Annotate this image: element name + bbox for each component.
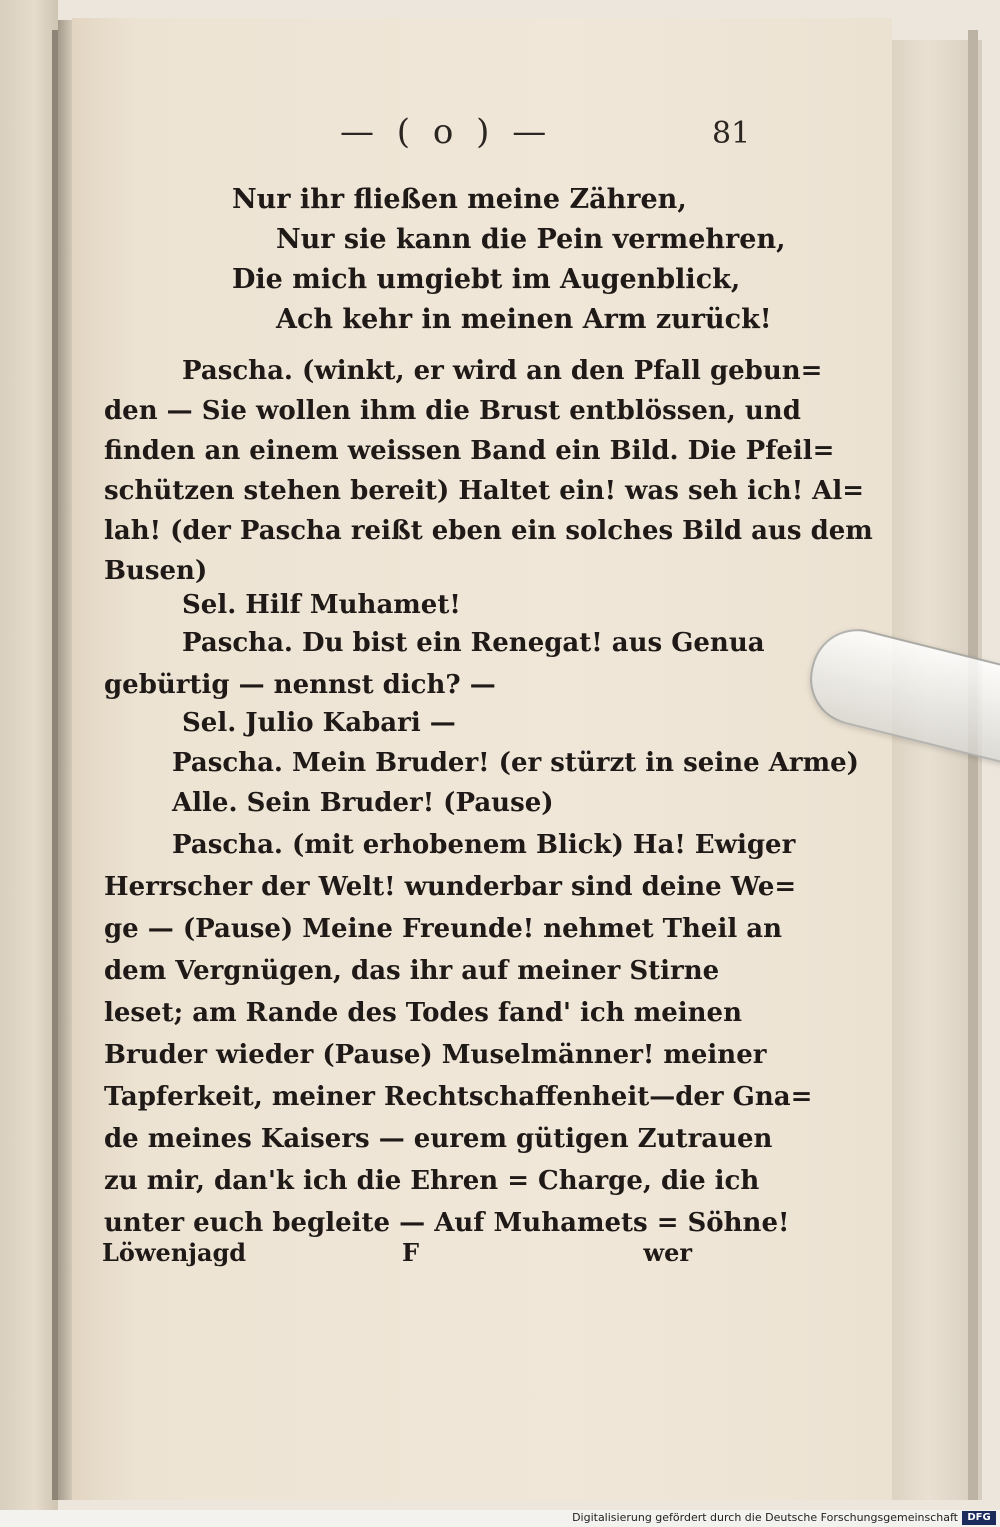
body-line: Pascha. Du bist ein Renegat! aus Genua <box>182 628 765 658</box>
verse-line: Nur sie kann die Pein vermehren, <box>276 224 786 255</box>
body-line: finden an einem weissen Band ein Bild. Die Pfeil= <box>104 436 835 466</box>
funding-credit: Digitalisierung gefördert durch die Deutsche Forschungsgemeinschaft <box>572 1511 958 1524</box>
body-line: Pascha. (winkt, er wird an den Pfall gebun= <box>182 356 823 386</box>
body-line: Sel. Hilf Muhamet! <box>182 590 461 620</box>
body-line: Alle. Sein Bruder! (Pause) <box>172 788 554 818</box>
body-line: zu mir, dan'k ich die Ehren = Charge, die ich <box>104 1166 760 1196</box>
body-line: schützen stehen bereit) Haltet ein! was seh ich! Al= <box>104 476 864 506</box>
body-line: unter euch begleite — Auf Muhamets = Söhne! <box>104 1208 790 1238</box>
footer-bar <box>0 1510 1000 1527</box>
verse-line: Ach kehr in meinen Arm zurück! <box>276 304 772 335</box>
body-line: leset; am Rande des Todes fand' ich meinen <box>104 998 742 1028</box>
catch-line <box>102 1238 692 1278</box>
body-line: lah! (der Pascha reißt eben ein solches Bild aus dem <box>104 516 873 546</box>
verse-line: Nur ihr fließen meine Zähren, <box>232 184 687 215</box>
running-head <box>340 112 760 162</box>
verse-line: Die mich umgiebt im Augenblick, <box>232 264 741 295</box>
body-line: dem Vergnügen, das ihr auf meiner Stirne <box>104 956 720 986</box>
signature-mark: F <box>402 1238 420 1267</box>
body-line: Sel. Julio Kabari — <box>182 708 456 738</box>
dfg-logo: DFG <box>962 1511 996 1525</box>
body-line: Pascha. Mein Bruder! (er stürzt in seine Arme) <box>172 748 859 778</box>
body-line: Bruder wieder (Pause) Muselmänner! meiner <box>104 1040 767 1070</box>
signature-title: Löwenjagd <box>102 1238 247 1267</box>
body-line: ge — (Pause) Meine Freunde! nehmet Theil an <box>104 914 783 944</box>
page-number: 81 <box>712 116 751 151</box>
body-line: de meines Kaisers — eurem gütigen Zutrauen <box>104 1124 773 1154</box>
folio-ornament: — ( o ) — <box>340 112 553 152</box>
body-line: Herrscher der Welt! wunderbar sind deine We= <box>104 872 797 902</box>
left-page-margin <box>0 0 58 1510</box>
body-line: den — Sie wollen ihm die Brust entblössen, und <box>104 396 801 426</box>
body-line: gebürtig — nennst dich? — <box>104 670 496 700</box>
catchword: wer <box>643 1238 692 1267</box>
body-line: Pascha. (mit erhobenem Blick) Ha! Ewiger <box>172 830 796 860</box>
body-line: Tapferkeit, meiner Rechtschaffenheit—der Gna= <box>104 1082 813 1112</box>
body-line: Busen) <box>104 556 208 586</box>
page-block-edge-line <box>968 30 978 1500</box>
